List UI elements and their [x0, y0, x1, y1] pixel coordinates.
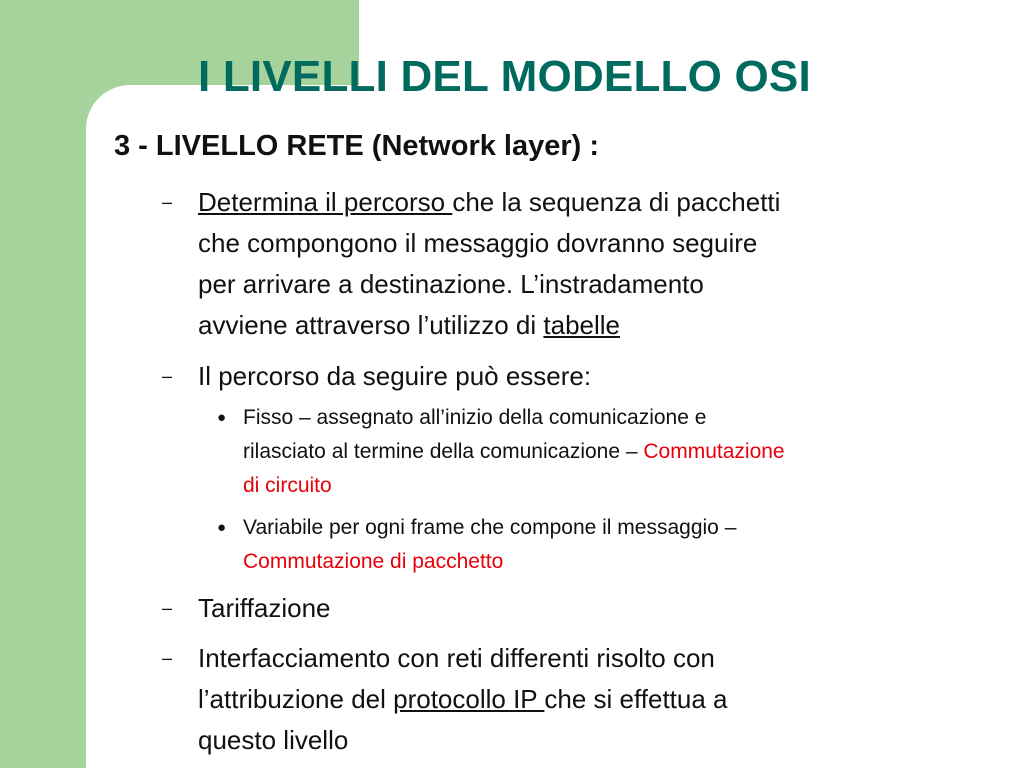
dash-bullet-icon: – [162, 648, 173, 668]
item-line [198, 305, 780, 346]
item-text: che si effettua a [544, 684, 728, 714]
highlight-commutazione-di-pacchetto: Commutazione di pacchetto [243, 550, 504, 573]
list-item-percorso-da-seguire [162, 356, 592, 397]
item-text: avviene attraverso l’utilizzo di [198, 310, 544, 340]
item-line: per arrivare a destinazione. L’instradamento [198, 269, 704, 299]
list-item-interfacciamento [162, 638, 728, 761]
list-item-tariffazione [162, 588, 331, 629]
dash-bullet-icon: – [162, 366, 173, 386]
sub-text: rilasciato al termine della comunicazione – [243, 440, 644, 463]
sub-item-variabile [217, 511, 737, 579]
dash-bullet-icon: – [162, 192, 173, 212]
sub-item-fisso [217, 401, 785, 503]
link-determina-il-percorso[interactable]: Determina il percorso [198, 187, 453, 217]
link-protocollo-ip[interactable]: protocollo IP [393, 684, 545, 714]
item-line: questo livello [198, 725, 349, 755]
dash-bullet-icon: – [162, 598, 173, 618]
sub-line: Fisso – assegnato all’inizio della comunicazione e [243, 406, 707, 429]
list-item-determina-percorso [162, 182, 781, 346]
round-bullet-icon: ● [217, 519, 227, 536]
sub-line [243, 435, 785, 469]
item-line: che compongono il messaggio dovranno seguire [198, 228, 758, 258]
item-line [198, 679, 728, 720]
item-line: Interfacciamento con reti differenti risolto con [198, 643, 715, 673]
item-text: l’attribuzione del [198, 684, 394, 714]
highlight-di-circuito: di circuito [243, 474, 332, 497]
item-line [198, 182, 780, 223]
item-line: Tariffazione [198, 593, 331, 623]
section-heading: 3 - LIVELLO RETE (Network layer) : [114, 130, 600, 162]
round-bullet-icon: ● [217, 409, 227, 426]
sub-line: Variabile per ogni frame che compone il messaggio – [243, 516, 737, 539]
highlight-commutazione: Commutazione [643, 440, 785, 463]
slide-title: I LIVELLI DEL MODELLO OSI [198, 52, 811, 101]
item-text: che la sequenza di pacchetti [452, 187, 781, 217]
item-line: Il percorso da seguire può essere: [198, 361, 592, 391]
link-tabelle[interactable]: tabelle [543, 310, 621, 340]
